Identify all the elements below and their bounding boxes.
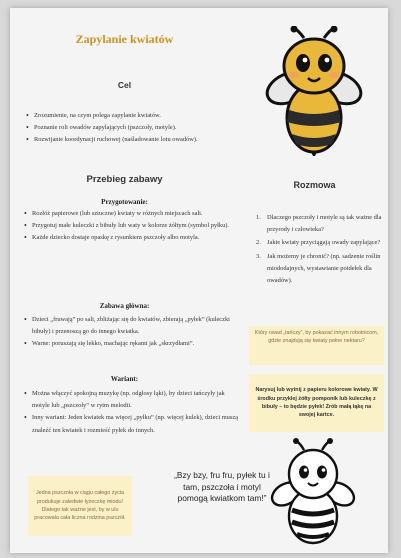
question-item — [256, 251, 386, 288]
zabawa-list — [24, 314, 240, 351]
question-number: 3. — [256, 252, 261, 260]
przygotowanie-item: • Każde dziecko dostaje opaskę z rysunkiem pszczoły albo motyla. — [24, 232, 240, 244]
bee-outline-illustration — [270, 438, 356, 546]
cel-item: • Poznanie roli owadów zapylających (pszczoły, motyle). — [26, 122, 256, 134]
cel-item: • Zrozumienie, na czym polega zapylanie kwiatów. — [26, 110, 256, 122]
zabawa-item: • Warne: poruszają się lekko, machając rękami jak „skrzydłami”. — [24, 338, 240, 350]
question-text: Jak możemy je chronić? (np. sadzenie roślin miododajnych, wystawianie poidełek dla owadów). — [267, 252, 381, 285]
dance-question-box — [249, 326, 384, 365]
rozmowa-questions — [256, 212, 386, 288]
cel-list — [26, 110, 256, 147]
honey-fact-box — [28, 476, 132, 536]
przygotowanie-label: Przygotowanie: — [101, 198, 148, 206]
przebieg-heading: Przebieg zabawy — [86, 174, 163, 185]
zabawa-item: • Dzieci „fruwają” po sali, zbliżając się do kwiatów, zbierają „pyłek” (kuleczki bibuły) i przenoszą go do innego kwiatka. — [24, 314, 240, 338]
bee-rhyme: „Bzy bzy, fru fru, pyłek tu i tam, pszczoła i motyl pomogą kwiatkom tam!” — [174, 470, 270, 504]
dance-question-text: Który owad „tańczy”, by pokazać innym robotnicom, gdzie znajdują się kwiaty pełne nektaru? — [254, 330, 379, 345]
przygotowanie-list — [24, 208, 240, 245]
question-item — [256, 237, 386, 249]
honey-fact-text: Jedna pszczoła w ciągu całego życia produkuje zaledwie łyżeczkę miodu! Dlatego tak ważne jest, by w ulu pracowała cała liczna rodzina pszczół. — [34, 490, 126, 522]
zabawa-label: Zabawa główna: — [99, 302, 150, 310]
wariant-item: • Inny wariant: Jeden kwiatek ma więcej „pyłku” (np. więcej kulek), dzieci muszą znaleźć ten kwiatek i rozmieść pyłek do innych. — [24, 412, 240, 436]
cel-heading: Cel — [117, 80, 132, 90]
bee-illustration-color — [264, 26, 364, 156]
question-number: 1. — [256, 214, 261, 221]
wariant-label: Wariant: — [110, 375, 139, 383]
wariant-item: • Można włączyć spokojną muzykę (np. odgłosy łąki), by dzieci tańczyły jak motyle lub „pszczoły” w rytm melodii. — [24, 388, 240, 412]
rozmowa-heading: Rozmowa — [293, 180, 336, 190]
question-text: Jakie kwiaty przyciągają owady zapylające? — [267, 239, 381, 247]
wariant-list — [24, 388, 240, 437]
przygotowanie-item: • Przygotuj małe kuleczki z bibuły lub waty w kolorze żółtym (symbol pyłku). — [24, 220, 240, 232]
question-text: Dlaczego pszczoły i motyle są tak ważne dla przyrody i człowieka? — [267, 214, 382, 234]
cel-item: • Rozwijanie koordynacji ruchowej (naśladowanie lotu owadów). — [26, 134, 256, 146]
question-item — [256, 212, 386, 236]
question-number: 2. — [256, 239, 261, 247]
craft-task-text: Narysuj lub wytnij z papieru kolorowe kwiaty. W środku przyklej żółty pomponik lub kuleczkę z bibuły – to będzie pyłek! Zrób małą łąkę na swojej kartce. — [255, 387, 378, 419]
przygotowanie-item: • Rozłóż papierowe (lub sztuczne) kwiaty w różnych miejscach sali. — [24, 208, 240, 220]
page-title: Zapylanie kwiatów — [75, 32, 174, 46]
craft-task-box — [249, 374, 384, 432]
